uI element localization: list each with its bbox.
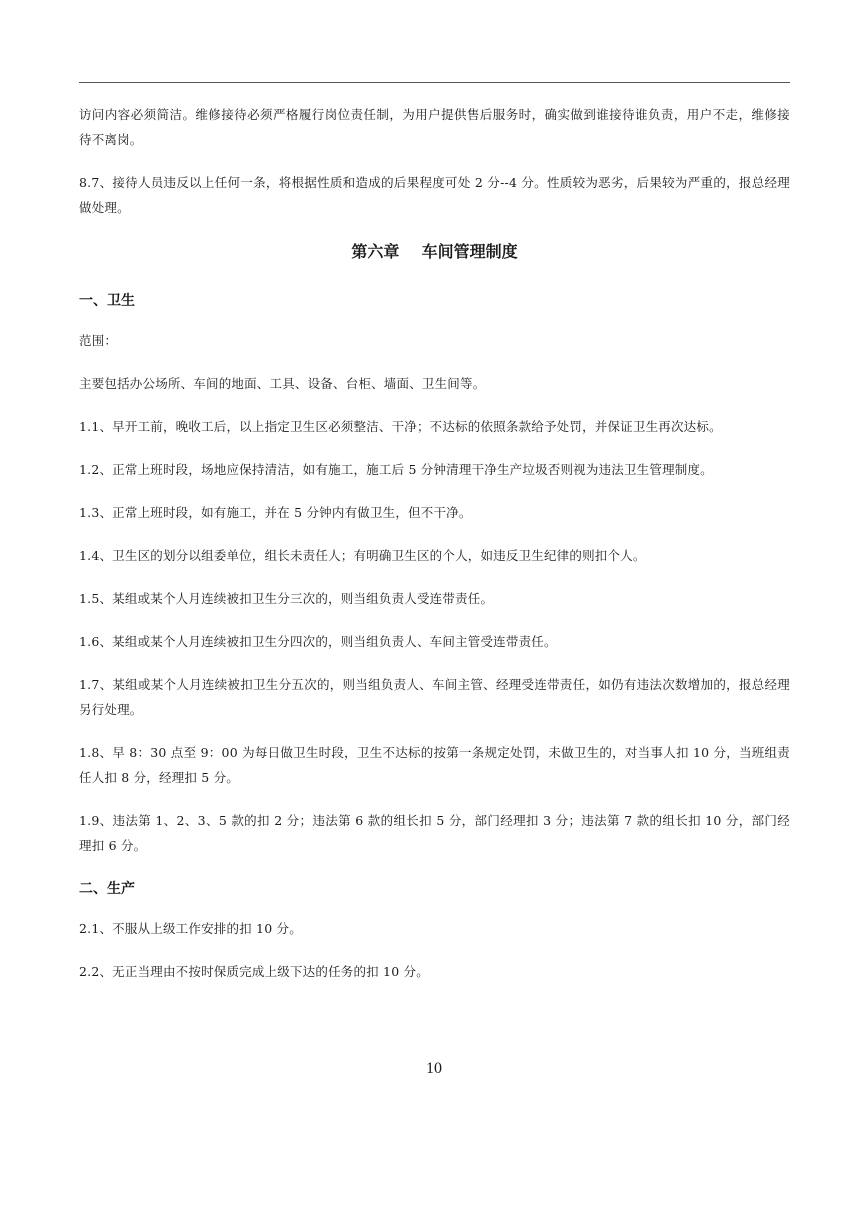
paragraph: 1.2、正常上班时段，场地应保持清洁，如有施工，施工后 5 分钟清理干净生产垃圾否则视为违法卫生管理制度。 [79, 462, 713, 477]
section-title-hygiene: 一、卫生 [79, 293, 135, 309]
document-body [79, 102, 790, 1002]
paragraph: 1.8、早 8：30 点至 9：00 为每日做卫生时段，卫生不达标的按第一条规定处罚，未做卫生的，对当事人扣 10 分，当班组责任人扣 8 分，经理扣 5 分。 [79, 745, 790, 785]
paragraph: 1.5、某组或某个人月连续被扣卫生分三次的，则当组负责人受连带责任。 [79, 591, 494, 606]
paragraph: 访问内容必须简洁。维修接待必须严格履行岗位责任制，为用户提供售后服务时，确实做到谁接待谁负责，用户不走，维修接待不离岗。 [79, 107, 790, 147]
paragraph: 8.7、接待人员违反以上任何一条，将根据性质和造成的后果程度可处 2 分--4 分。性质较为恶劣，后果较为严重的，报总经理做处理。 [79, 175, 790, 215]
page-number: 10 [426, 1060, 442, 1077]
paragraph: 1.1、早开工前，晚收工后，以上指定卫生区必须整洁、干净；不达标的依照条款给予处罚，并保证卫生再次达标。 [79, 419, 722, 434]
paragraph: 1.6、某组或某个人月连续被扣卫生分四次的，则当组负责人、车间主管受连带责任。 [79, 634, 557, 649]
paragraph: 1.9、违法第 1、2、3、5 款的扣 2 分；违法第 6 款的组长扣 5 分，部门经理扣 3 分；违法第 7 款的组长扣 10 分，部门经理扣 6 分。 [79, 813, 790, 853]
paragraph: 2.1、不服从上级工作安排的扣 10 分。 [79, 921, 302, 936]
paragraph: 主要包括办公场所、车间的地面、工具、设备、台柜、墙面、卫生间等。 [79, 376, 486, 391]
paragraph: 1.3、正常上班时段，如有施工，并在 5 分钟内有做卫生，但不干净。 [79, 505, 472, 520]
paragraph: 范围： [79, 333, 118, 348]
header-rule [79, 82, 790, 83]
paragraph: 1.7、某组或某个人月连续被扣卫生分五次的，则当组负责人、车间主管、经理受连带责任，如仍有违法次数增加的，报总经理另行处理。 [79, 677, 790, 717]
chapter-title: 第六章 车间管理制度 [351, 242, 518, 261]
section-title-production: 二、生产 [79, 881, 135, 897]
paragraph: 2.2、无正当理由不按时保质完成上级下达的任务的扣 10 分。 [79, 964, 429, 979]
paragraph: 1.4、卫生区的划分以组委单位，组长未责任人；有明确卫生区的个人，如违反卫生纪律的则扣个人。 [79, 548, 646, 563]
